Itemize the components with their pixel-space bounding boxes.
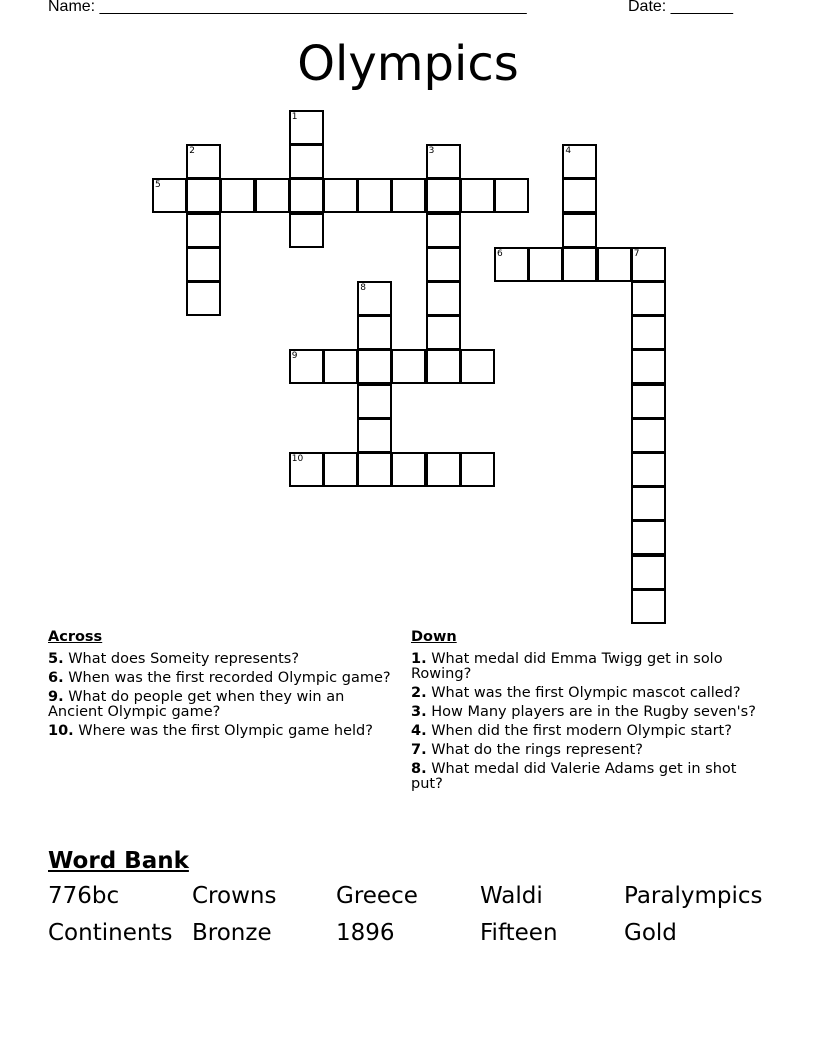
grid-cell[interactable] (631, 349, 666, 384)
word-bank-title: Word Bank (48, 848, 189, 874)
grid-cell[interactable] (391, 452, 426, 487)
cell-number: 7 (633, 248, 640, 259)
grid-cell[interactable] (631, 315, 666, 350)
grid-cell[interactable] (631, 520, 666, 555)
grid-cell[interactable] (528, 247, 563, 282)
word-bank-item: Greece (336, 883, 418, 909)
cell-number: 5 (155, 180, 161, 191)
word-bank-item: 1896 (336, 920, 395, 946)
grid-cell[interactable] (357, 281, 392, 316)
grid-cell[interactable] (631, 418, 666, 453)
grid-cell[interactable] (562, 213, 597, 248)
clue-across-5: 5. What does Someity represents? (48, 651, 300, 667)
grid-cell[interactable] (494, 178, 529, 213)
grid-cell[interactable] (631, 452, 666, 487)
grid-cell[interactable] (357, 384, 392, 419)
page-title: Olympics (297, 36, 519, 92)
word-bank-item: Waldi (480, 883, 543, 909)
grid-cell[interactable] (631, 281, 666, 316)
grid-cell[interactable] (255, 178, 290, 213)
grid-cell[interactable] (426, 349, 461, 384)
word-bank-item: Gold (624, 920, 677, 946)
clue-down-1: 1. What medal did Emma Twigg get in solo Rowing? (411, 651, 723, 682)
across-heading: Across (48, 629, 103, 645)
grid-cell[interactable] (426, 315, 461, 350)
word-bank-item: Continents (48, 920, 173, 946)
grid-cell[interactable] (289, 452, 324, 487)
grid-cell[interactable] (289, 178, 324, 213)
cell-number: 6 (497, 248, 503, 259)
grid-cell[interactable] (562, 144, 597, 179)
grid-cell[interactable] (186, 281, 221, 316)
grid-cell[interactable] (426, 213, 461, 248)
grid-cell[interactable] (460, 452, 495, 487)
grid-cell[interactable] (323, 178, 358, 213)
grid-cell[interactable] (186, 144, 221, 179)
grid-cell[interactable] (460, 178, 495, 213)
word-bank-item: Bronze (192, 920, 272, 946)
grid-cell[interactable] (289, 349, 324, 384)
grid-cell[interactable] (631, 555, 666, 590)
grid-cell[interactable] (391, 349, 426, 384)
grid-cell[interactable] (460, 349, 495, 384)
grid-cell[interactable] (289, 213, 324, 248)
clue-across-9: 9. What do people get when they win an Ancient Olympic game? (48, 689, 345, 720)
cell-number: 8 (360, 283, 366, 293)
grid-cell[interactable] (152, 178, 187, 213)
word-bank-item: 776bc (48, 883, 120, 909)
grid-cell[interactable] (631, 589, 666, 624)
clue-across-10: 10. Where was the first Olympic game held? (48, 723, 373, 739)
cell-number: 2 (189, 146, 195, 157)
grid-cell[interactable] (631, 486, 666, 521)
clue-down-8: 8. What medal did Valerie Adams get in shot put? (411, 761, 737, 792)
cell-number: 3 (428, 146, 435, 157)
clue-down-4: 4. When did the first modern Olympic start? (411, 723, 732, 739)
grid-cell[interactable] (357, 178, 392, 213)
grid-cell[interactable] (357, 315, 392, 350)
cell-number: 10 (291, 454, 304, 464)
grid-cell[interactable] (631, 247, 666, 282)
grid-cell[interactable] (220, 178, 255, 213)
cell-number: 9 (291, 351, 298, 362)
clue-down-3: 3. How Many players are in the Rugby seven's? (411, 704, 756, 720)
grid-cell[interactable] (426, 281, 461, 316)
date-line: Date: _______ (628, 0, 733, 15)
name-line: Name: ________________________________________________ (48, 0, 527, 15)
grid-cell[interactable] (631, 384, 666, 419)
grid-cell[interactable] (562, 178, 597, 213)
grid-cell[interactable] (597, 247, 632, 282)
grid-cell[interactable] (357, 452, 392, 487)
across-clues (48, 628, 393, 743)
grid-cell[interactable] (391, 178, 426, 213)
cell-number: 4 (565, 146, 572, 157)
word-bank-item: Paralympics (624, 883, 763, 909)
clue-down-7: 7. What do the rings represent? (411, 742, 643, 758)
grid-cell[interactable] (323, 349, 358, 384)
grid-cell[interactable] (186, 247, 221, 282)
grid-cell[interactable] (323, 452, 358, 487)
word-bank (48, 882, 768, 947)
clue-across-6: 6. When was the first recorded Olympic game? (48, 670, 391, 686)
down-clues (411, 628, 756, 796)
grid-cell[interactable] (289, 144, 324, 179)
grid-cell[interactable] (357, 349, 392, 384)
clue-down-2: 2. What was the first Olympic mascot called? (411, 685, 741, 701)
word-bank-item: Crowns (192, 883, 277, 909)
grid-cell[interactable] (494, 247, 529, 282)
grid-cell[interactable] (426, 247, 461, 282)
grid-cell[interactable] (357, 418, 392, 453)
down-heading: Down (411, 629, 457, 645)
grid-cell[interactable] (186, 213, 221, 248)
word-bank-item: Fifteen (480, 920, 558, 946)
grid-cell[interactable] (426, 178, 461, 213)
grid-cell[interactable] (426, 452, 461, 487)
grid-cell[interactable] (562, 247, 597, 282)
grid-cell[interactable] (186, 178, 221, 213)
grid-cell[interactable] (289, 110, 324, 145)
cell-number: 1 (291, 112, 298, 122)
grid-cell[interactable] (426, 144, 461, 179)
